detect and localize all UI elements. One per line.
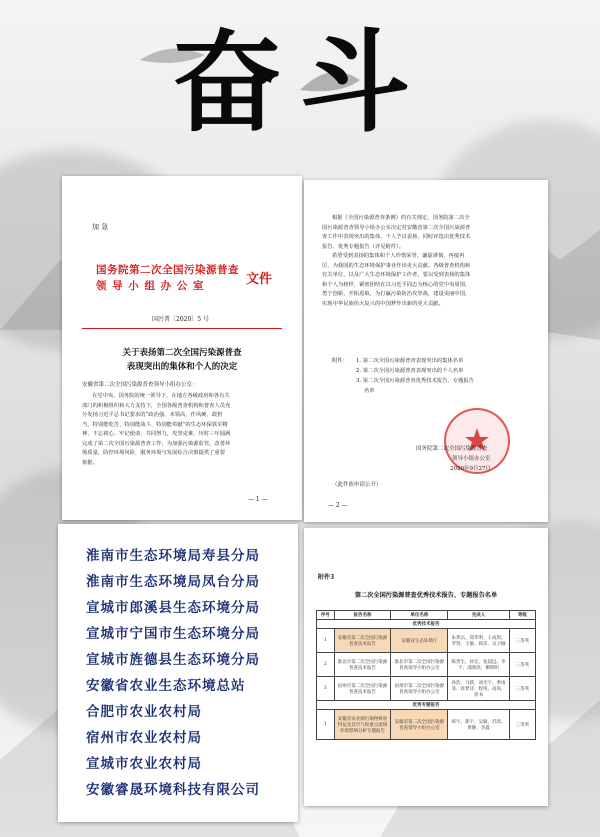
table-cell: 2 bbox=[317, 653, 335, 677]
list-item: 安徽睿晟环境科技有限公司 bbox=[86, 782, 260, 798]
list-item: 宿州市农业农村局 bbox=[86, 730, 202, 746]
salutation: 安徽省第二次全国污染源普查领导小组办公室： bbox=[82, 382, 198, 388]
table-row bbox=[317, 629, 536, 653]
list-item: 安徽省农业生态环境总站 bbox=[86, 678, 246, 694]
section-row bbox=[317, 701, 536, 710]
attachment-list bbox=[356, 356, 474, 396]
body-line: 勇于创新，开拓进取，为打赢污染防治攻坚战，建设美丽中国， bbox=[322, 291, 471, 297]
page-number: — 2 — bbox=[328, 502, 348, 509]
body-line: 境质量，防控环境风险，服务环境与发展综合决策提供了重要 bbox=[82, 450, 226, 456]
list-item: 淮南市生态环境局寿县分局 bbox=[86, 548, 260, 564]
urgent-label: 加 急 bbox=[92, 223, 109, 231]
issuing-org-line1: 国务院第二次全国污染源普查 bbox=[96, 264, 239, 276]
issue-date: 2020年9月27日 bbox=[450, 466, 491, 472]
attachment-item: 2. 第二次全国污染源普查表现突出的个人名单 bbox=[356, 368, 464, 374]
red-divider bbox=[82, 328, 282, 329]
table-cell: 3 bbox=[317, 677, 335, 701]
column-header: 单位名称 bbox=[391, 611, 448, 620]
body-line: 希望受到表扬的集体和个人珍惜荣誉，谦虚谨慎，再接再 bbox=[332, 253, 465, 259]
document-page-4 bbox=[304, 528, 548, 806]
section-label: 优秀专题报告 bbox=[317, 701, 536, 710]
document-page-2 bbox=[304, 180, 548, 522]
body-line: 和个人为榜样，紧密团结在以习近平同志为核心的党中央周围， bbox=[322, 281, 471, 288]
table-cell: 淮北市第二次全国污染源普查技术报告 bbox=[334, 653, 391, 677]
body-line: 依据。 bbox=[82, 459, 98, 466]
table-cell: 三等奖 bbox=[509, 653, 535, 677]
table-cell: 宿州市第二次全国污染源普查技术报告 bbox=[334, 677, 391, 701]
table-cell: 安徽省农业源污染物排放特征及其空气和重点流域环境影响分析专题报告 bbox=[334, 710, 391, 740]
body-line: 部门的积极组织和大力支持下，全国各级普查机构和普查人员充 bbox=[82, 402, 231, 409]
table-cell: 安徽省第二次全国污染源普查领导小组办公室 bbox=[391, 710, 448, 740]
body-line: 实现中华民族伟大复兴的中国梦作出新的更大贡献。 bbox=[322, 300, 444, 307]
table-title: 第二次全国污染源普查优秀技术报告、专题报告名单 bbox=[354, 592, 498, 599]
list-item: 宣城市宁国市生态环境分局 bbox=[86, 626, 260, 642]
table-cell: 淮北市第二次全国污染源普查领导小组办公室 bbox=[391, 653, 448, 677]
list-item: 宣城市农业农村局 bbox=[86, 756, 202, 772]
calligraphy-title: 奋斗 bbox=[172, 18, 428, 147]
body-line: 国污染源普查领导小组办公室决定对安徽省第二次全国污染源普 bbox=[322, 224, 471, 231]
table-cell: 安徽省生态环境厅 bbox=[391, 629, 448, 653]
body-line: 厉，为我国的生态环境保护事业作出更大贡献。各级普查机构和 bbox=[322, 262, 471, 269]
body-line: 根据《全国污染源普查条例》的有关规定，国务院第二次全 bbox=[332, 215, 470, 221]
document-number: 国污普〔2020〕5 号 bbox=[152, 316, 209, 323]
body-line: 报告、优秀专题报告（详见附件）。 bbox=[322, 243, 405, 250]
attachment-item: 3. 第二次全国污染源普查优秀技术报告、专题报告 bbox=[356, 378, 474, 384]
issuing-org-line2: 领 导 小 组 办 公 室 bbox=[96, 280, 205, 292]
column-header: 等级 bbox=[509, 611, 535, 620]
table-cell: 陈贵生、孙宏、张超远、李宇、邵欣欣、柳明明 bbox=[448, 653, 509, 677]
signer-line1: 国务院第二次全国污染源普查 bbox=[416, 446, 488, 452]
column-header: 序号 bbox=[317, 611, 335, 620]
list-item: 合肥市农业农村局 bbox=[86, 704, 202, 720]
body-text bbox=[322, 214, 537, 309]
signer-line2: 领导小组办公室 bbox=[452, 456, 491, 462]
disclosure-note: （此件依申请公开） bbox=[332, 482, 382, 488]
document-word: 文件 bbox=[246, 272, 273, 287]
document-page-1 bbox=[62, 176, 302, 520]
heading-line1: 关于表扬第二次全国污染源普查 bbox=[122, 348, 242, 358]
body-line: 分发扬习近平总书记要求的“政治强、本领高、作风硬、敢担 bbox=[82, 412, 223, 418]
list-item: 淮南市生态环境局凤台分局 bbox=[86, 574, 260, 590]
attachment-item: 名单 bbox=[364, 388, 375, 394]
attachment-number: 附件3 bbox=[318, 574, 335, 581]
table-cell: 1 bbox=[317, 710, 335, 740]
table-cell: 三等奖 bbox=[509, 677, 535, 701]
attachment-item: 1. 第二次全国污染源普查表现突出的集体名单 bbox=[356, 358, 464, 364]
body-line: 有关单位，以及广大生态环境保护工作者，要以受到表扬的集体 bbox=[322, 272, 471, 278]
document-page-3 bbox=[58, 524, 298, 822]
column-header: 报告名称 bbox=[334, 611, 391, 620]
body-line: 在党中央、国务院的统一领导下，在地方各级政府和各有关 bbox=[92, 393, 230, 399]
page-number: — 1 — bbox=[248, 496, 268, 503]
body-line: 当，特别能吃苦、特别能战斗、特别能奉献”的生态环保铁军精 bbox=[82, 421, 228, 428]
table-cell: 孙浩、马跃、刘光宇、季雨菲、蒋梦诗、程纯、高尚、蒋书 bbox=[448, 677, 509, 701]
table-cell: 宿州市第二次全国污染源普查领导小组办公室 bbox=[391, 677, 448, 701]
table-cell: 1 bbox=[317, 629, 335, 653]
attachment-label: 附件： bbox=[332, 358, 348, 364]
table-cell: 三等奖 bbox=[509, 710, 535, 740]
table-cell: 三等奖 bbox=[509, 629, 535, 653]
table-row bbox=[317, 677, 536, 701]
body-line: 完成了第二次全国污染源普查工作，为加强污染源监管，改善环 bbox=[82, 440, 231, 447]
table-cell: 安徽省第二次全国污染源普查技术报告 bbox=[334, 629, 391, 653]
table-row bbox=[317, 653, 536, 677]
table-header-row bbox=[317, 611, 536, 620]
list-item: 宣城市旌德县生态环境分局 bbox=[86, 652, 260, 668]
awards-table bbox=[316, 610, 536, 740]
section-label: 优秀技术报告 bbox=[317, 620, 536, 629]
section-row bbox=[317, 620, 536, 629]
body-text bbox=[82, 392, 287, 468]
heading-line2: 表现突出的集体和个人的决定 bbox=[126, 362, 238, 372]
body-line: 神，不忘初心、牢记使命，共同努力，攻坚克难，历时三年圆满 bbox=[82, 431, 231, 437]
body-line: 查工作中表现突出的集体、个人予以表扬，同时评选出优秀技术 bbox=[322, 234, 471, 240]
table-cell: 韩宇、郑宇、吴敏、苏琦、黄静、李鑫 bbox=[448, 710, 509, 740]
list-item: 宣城市郎溪县生态环境分局 bbox=[86, 600, 260, 616]
table-row bbox=[317, 710, 536, 740]
column-header: 完成人 bbox=[448, 611, 509, 620]
table-cell: 朱邦岳、郑华明、王成琪、罗贤、王敏、韩苗、吴卫刚 bbox=[448, 629, 509, 653]
